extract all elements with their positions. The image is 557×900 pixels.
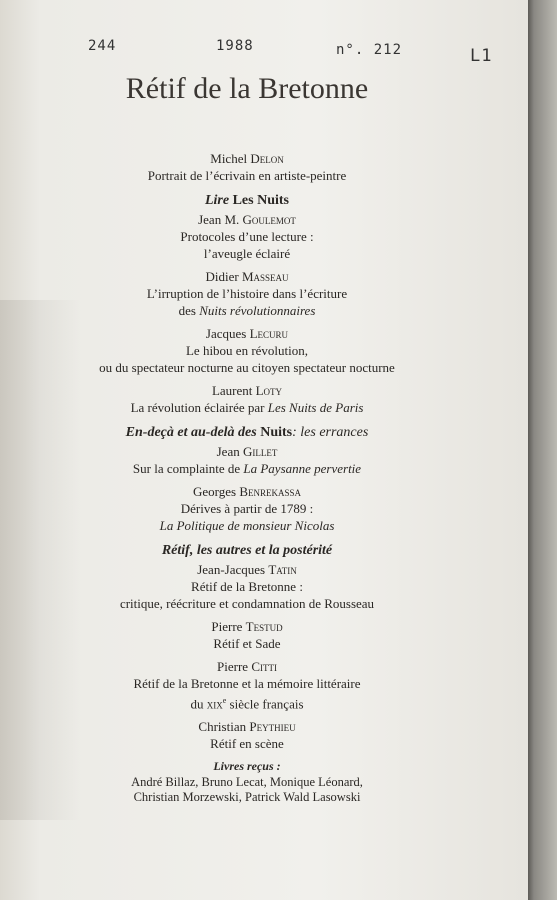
author: Pierre Citti (217, 659, 277, 674)
author: Pierre Testud (211, 619, 283, 634)
article-title: La révolution éclairée par Les Nuits de Paris (130, 400, 364, 415)
toc-entry-gillet (0, 443, 494, 477)
table-of-contents (0, 150, 494, 805)
article-title: Rétif de la Bretonne et la mémoire littéraire (133, 676, 361, 691)
article-title: l’aveugle éclairé (203, 246, 291, 261)
article-title: des Nuits révolutionnaires (178, 303, 316, 318)
author: Didier Masseau (205, 269, 289, 284)
page-edge (528, 0, 557, 900)
article-title: Dérives à partir de 1789 : (180, 501, 314, 516)
author: Michel Delon (210, 151, 284, 166)
article-title: critique, réécriture et condamnation de Rousseau (119, 596, 375, 611)
books-received-line: André Billaz, Bruno Lecat, Monique Léonard, (131, 775, 363, 790)
toc-entry-delon (0, 150, 494, 184)
article-title: La Politique de monsieur Nicolas (159, 518, 335, 533)
author: Jacques Lecuru (205, 326, 289, 341)
toc-entry-goulemot (0, 211, 494, 262)
toc-entry-loty (0, 382, 494, 416)
article-title: Sur la complainte de La Paysanne pervertie (132, 461, 362, 476)
article-title: Rétif en scène (210, 736, 284, 752)
books-received-heading: Livres reçus : (213, 759, 281, 774)
handwritten-page-number: 244 (88, 38, 117, 54)
toc-entry-tatin (0, 561, 494, 612)
author: Georges Benrekassa (192, 484, 302, 499)
books-received-line: Christian Morzewski, Patrick Wald Lasowski (133, 790, 361, 805)
author: Jean Gillet (216, 444, 278, 459)
toc-entry-peythieu (0, 718, 494, 752)
handwritten-year: 1988 (216, 38, 254, 54)
section-heading-lire-les-nuits: Lire Les Nuits (204, 193, 289, 208)
toc-entry-lecuru (0, 325, 494, 376)
article-title: ou du spectateur nocturne au citoyen spectateur nocturne (99, 360, 395, 375)
toc-entry-citti (0, 658, 494, 712)
page-title: Rétif de la Bretonne (125, 72, 369, 105)
article-title: Rétif de la Bretonne : (191, 579, 303, 594)
toc-entry-masseau (0, 268, 494, 319)
article-title: Le hibou en révolution, (185, 343, 309, 358)
article-title: Protocoles d’une lecture : (180, 229, 314, 244)
section-heading-posterite: Rétif, les autres et la postérité (161, 543, 333, 558)
author: Jean-Jacques Tatin (197, 562, 297, 577)
toc-entry-benrekassa (0, 483, 494, 534)
article-title: Portrait de l’écrivain en artiste-peintre (147, 168, 347, 183)
handwritten-shelf-mark: L1 (470, 46, 493, 66)
article-title: Rétif et Sade (213, 636, 281, 651)
author: Laurent Loty (211, 383, 283, 398)
author: Christian Peythieu (198, 719, 296, 735)
article-title: du xix$^e$ siècle français (190, 696, 304, 712)
article-title: L’irruption de l’histoire dans l’écriture (146, 286, 348, 301)
handwritten-issue-number: n°. 212 (336, 42, 403, 58)
section-heading-errances: En-deçà et au-delà des Nuits: les errances (125, 425, 369, 440)
author: Jean M. Goulemot (198, 212, 296, 227)
toc-entry-testud (0, 618, 494, 652)
